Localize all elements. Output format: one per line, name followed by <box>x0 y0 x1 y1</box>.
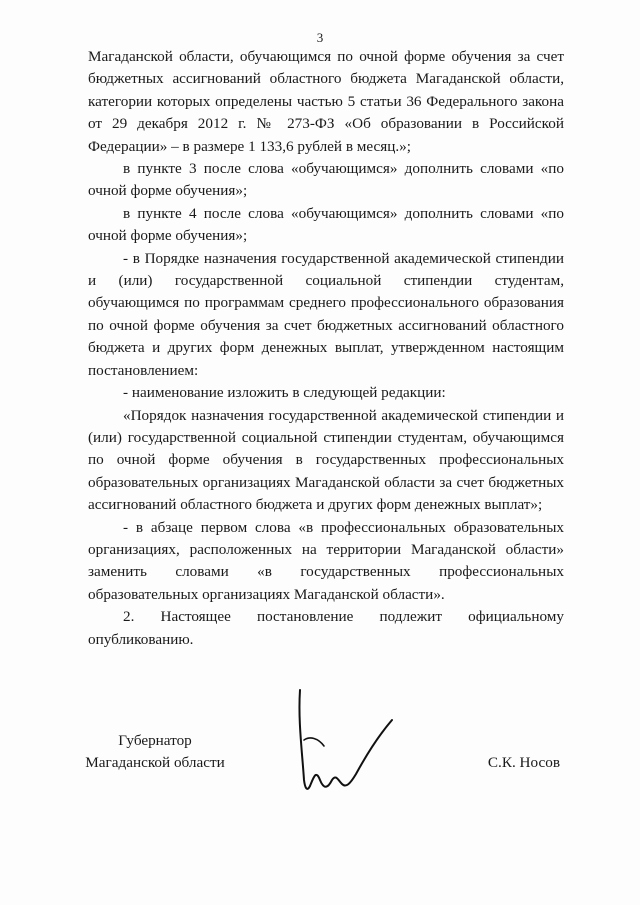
paragraph-item-4: в пункте 4 после слова «обучающимся» дополнить словами «по очной форме обучения»; <box>88 204 564 245</box>
paragraph-continuation: Магаданской области, обучающимся по очной форме обучения за счет бюджетных ассигнований областного бюджета Магаданской области, категории которых определены частью 5 статьи 36 Федерального закона от 29 декабря 2012 г. № 273-ФЗ «Об образовании в Российской Федерации» – в размере 1 133,6 рублей в месяц.»; <box>88 48 564 155</box>
signatory-title-line1: Губернатор <box>118 732 192 749</box>
paragraph-item-3: в пункте 3 после слова «обучающимся» дополнить словами «по очной форме обучения»; <box>88 160 564 200</box>
paragraph-title-change: - наименование изложить в следующей редакции: <box>123 384 446 402</box>
signatory-title-line2: Магаданской области <box>85 754 225 771</box>
signatory-position <box>80 730 230 774</box>
signatory-name: С.К. Носов <box>487 754 560 771</box>
document-body <box>88 46 564 651</box>
paragraph-publication: 2. Настоящее постановление подлежит официальному опубликованию. <box>88 608 564 648</box>
signature-block <box>80 730 560 810</box>
paragraph-first-paragraph-change: - в абзаце первом слова «в профессиональных образовательных организациях, расположенных на территории Магаданской области» заменить словами «в государственных профессиональных образовательных организациях Магаданской области». <box>88 518 564 603</box>
page-number: 3 <box>316 30 324 45</box>
paragraph-new-title: «Порядок назначения государственной академической стипендии и (или) государственной социальной стипендии студентам, обучающимся по очной форме обучения в государственных профессиональных образовательных организациях Магаданской области за счет бюджетных ассигнований областного бюджета и других форм денежных выплат»; <box>88 406 564 514</box>
paragraph-procedure-amendment: - в Порядке назначения государственной академической стипендии и (или) государственной социальной стипендии студентам, обучающимся по программам среднего профессионального образования по очной форме обучения за счет бюджетных ассигнований областного бюджета и других форм денежных выплат, утвержденном настоящим постановлением: <box>88 249 564 379</box>
